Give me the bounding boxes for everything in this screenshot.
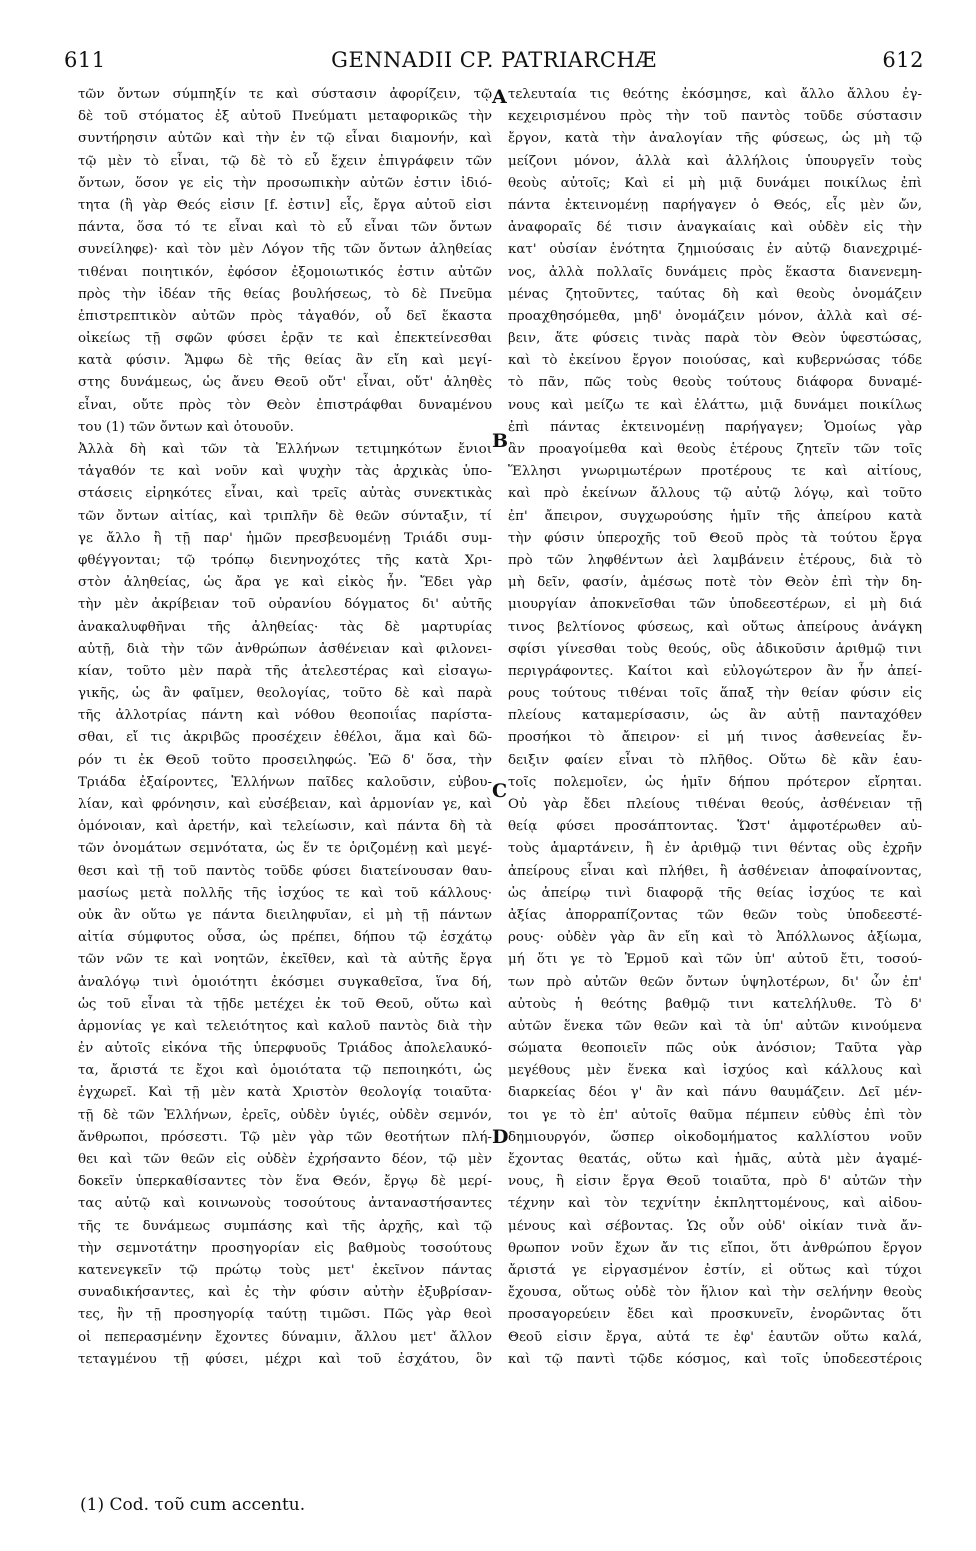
text-line: τοῖς πολεμοῖεν, ὡς ἡμῖν δήπου πρότερον εἴρηται. xyxy=(508,774,922,790)
left-column xyxy=(78,84,492,1371)
text-line: καὶ πρὸ ἐκείνων ἄλλους τῷ αὐτῷ λόγῳ, καὶ τοῦτο xyxy=(508,486,922,502)
text-line: τὸ πᾶν, πῶς τοὺς θεοὺς τούτους διάφορα δυναμέ- xyxy=(508,375,922,391)
text-line: μένας ζητοῦντες, ταύτας δὴ καὶ θεοὺς ὀνομάζειν xyxy=(508,286,922,302)
text-line: ἀνακαλυφθῆναι τῆς ἀληθείας· τὰς δὲ μαρτυρίας xyxy=(78,619,492,635)
text-line: τινος βελτίονος φύσεως, καὶ οὕτως ἀπείρους ἀνάγκη xyxy=(508,619,922,635)
text-line: τες, ἣν τῇ προσηγορίᾳ ταύτῃ τιμῶσι. Πῶς γὰρ θεοὶ xyxy=(78,1307,492,1323)
text-line: νους καὶ μείζω τε καὶ ἐλάττω, μιᾷ δυνάμει ποικίλως xyxy=(508,397,922,413)
text-line: ἐγχωρεῖ. Καὶ τῇ μὲν κατὰ Χριστὸν θεολογίᾳ τοιαῦτα· xyxy=(78,1085,492,1101)
text-line: οἰκείως τῇ σφῶν φύσει ἐρᾷν τε καὶ ἐπεκτείνεσθαι xyxy=(78,331,492,347)
text-line: τῆς τε δυνάμεως συμπάσης καὶ τῆς ἀρχῆς, καὶ τῷ xyxy=(78,1218,492,1234)
text-line: πάντα ἐκτεινομένῃ παρήγαγεν ὁ Θεός, εἷς μὲν ὤν, xyxy=(508,197,922,213)
text-line: συντήρησιν αὐτῶν καὶ τὴν ἐν τῷ εἶναι διαμονήν, καὶ xyxy=(78,131,492,147)
text-line: καὶ τὸ ἐκείνου ἔργον ποιούσας, καὶ κυβερνώσας τόδε xyxy=(508,353,922,369)
text-line: θεοὺς αὐτοῖς; Καὶ εἰ μὴ μιᾷ δυνάμει ποικίλως ἐπὶ xyxy=(508,175,922,191)
text-line: ἐπὶ πάντας ἐκτεινομένῃ παρήγαγεν; Ὁμοίως γὰρ xyxy=(508,419,922,435)
text-line: Ἕλλησι γνωριμωτέρων προτέρους τε καὶ αἰτίους, xyxy=(508,464,922,480)
text-line: τῷ μὲν τὸ εἶναι, τῷ δὲ τὸ εὖ ἔχειν ἐπιγράφειν τῶν xyxy=(78,153,492,169)
text-line: σώματα θεοποιεῖν πῶς οὐκ ἀνόσιον; Ταῦτα γὰρ xyxy=(508,1041,922,1057)
text-line: θείᾳ φύσει προσάπτοντας. Ὥστ' ἀμφοτέρωθεν αὐ- xyxy=(508,819,922,835)
text-line: μὴ δεῖν, φασίν, ἀμέσως ποτὲ τὸν Θεὸν ἐπὶ τὴν δη- xyxy=(508,575,922,591)
text-line: τοι γε τὸ ἐπ' αὐτοῖς θαῦμα πέμπειν εὐθὺς ἐπὶ τὸν xyxy=(508,1107,922,1123)
text-line: μένους καὶ σέβοντας. Ὡς οὖν οὐδ' οἰκίαν τινὰ ἄν- xyxy=(508,1218,922,1234)
text-line: ὡς τοῦ εἶναι τὰ τῇδε μετέχει ἐκ τοῦ Θεοῦ, οὕτω καὶ xyxy=(78,996,492,1012)
text-line: τας αὐτῷ καὶ κοινωνοὺς τοσούτους ἀνταναστήσαντες xyxy=(78,1196,492,1212)
text-line: τα, ἄριστά τε ἔχοι καὶ ὁμοιότατα τῷ πεποιηκότι, ὡς xyxy=(78,1063,492,1079)
text-line: τῶν ὀνομάτων σεμνότατα, ὡς ἕν τε ὁριζομένῃ καὶ μεγέ- xyxy=(78,841,492,857)
text-line: προσήκοι τὸ ἄπειρον· εἰ μή τινος ἀσθενείας ἔν- xyxy=(508,730,922,746)
text-line: συναδικήσαντες, καὶ ἐς τὴν φύσιν αὐτὴν ἐξυβρίσαν- xyxy=(78,1285,492,1301)
page-number-right: 612 xyxy=(882,48,924,72)
text-line: τῆς ἀλλοτρίας πάντη καὶ νόθου θεοποιΐας παρίστα- xyxy=(78,708,492,724)
text-line: μασίως μετὰ πολλῆς τῆς ἰσχύος τε καὶ τοῦ κάλλους· xyxy=(78,885,492,901)
text-line: εἶναι, οὔτε πρὸς τὸν Θεὸν ἐπιστράφθαι δυναμένου xyxy=(78,397,492,413)
section-marker-d: D xyxy=(492,1126,509,1148)
text-line: Θεοῦ εἰσιν ἔργα, αὐτά τε ἐφ' ἑαυτῶν οὕτω καλά, xyxy=(508,1329,922,1345)
text-line: νους, ἢ εἰσιν ἔργα Θεοῦ τοιαῦτα, πρὸ δ' αὐτῶν τὴν xyxy=(508,1174,922,1190)
text-line: κατ' οὐσίαν ἑνότητα ζημιούσαις ἐν αὐτῷ διανεχριμέ- xyxy=(508,242,922,258)
text-line: φθέγγονται; τῷ τρόπῳ διενηνοχότες τῆς κατὰ Χρι- xyxy=(78,552,492,568)
text-line: τῶν ὄντων σύμπηξίν τε καὶ σύστασιν ἀφορίζειν, τῷ xyxy=(78,87,492,102)
text-line: των πρὸ αὐτῶν θεῶν ὄντων ὑψηλοτέρων, δι' ὧν ἐπ' xyxy=(508,974,922,990)
text-line: πρὸ τῶν ληφθέντων ἀεὶ λαμβάνειν ἑτέρους, διὰ τὸ xyxy=(508,552,922,568)
text-line: αὐτῶν ἕνεκα τῶν θεῶν καὶ τὰ ὑπ' αὐτῶν κινούμενα xyxy=(508,1018,922,1034)
text-line: πάντα, ὅσα τό τε εἶναι καὶ τὸ εὖ εἶναι τῶν ὄντων xyxy=(78,220,492,236)
text-line: δειξιν φαίεν εἶναι τὸ πλῆθος. Οὕτω δὲ κἂν ἑαυ- xyxy=(508,752,922,768)
text-line: οἱ πεπερασμένην ἔχοντες δύναμιν, ἄλλου μετ' ἄλλον xyxy=(78,1329,492,1345)
text-line: τῇ δὲ τῶν Ἑλλήνων, ἐρεῖς, οὐδὲν ὑγιές, οὐδὲν σεμνόν, xyxy=(78,1107,492,1123)
text-line: οὐκ ἂν οὕτω γε πάντα διειληφυῖαν, εἰ μὴ τῇ πάντων xyxy=(78,907,492,923)
text-line: τεταγμένου τῇ φύσει, μέχρι καὶ τοῦ ἐσχάτου, ὃν xyxy=(78,1351,492,1367)
running-header xyxy=(64,48,924,76)
text-line: τὴν φύσιν ὑπεροχῆς τοῦ Θεοῦ πρὸς τὰ τούτου ἔργα xyxy=(508,530,922,546)
section-marker-a: A xyxy=(492,86,507,108)
text-line: νος, ἀλλὰ πολλαῖς δυνάμεις πρὸς ἕκαστα διανενεμη- xyxy=(508,264,922,280)
text-line: δὲ τοῦ στόματος ἐξ αὐτοῦ Πνεύματι μεταφορικῶς τὴν xyxy=(78,109,492,125)
text-line: ἐπ' ἄπειρον, συγχωρούσης ἡμῖν τῆς ἀπείρου κατὰ xyxy=(508,508,922,524)
text-line: πλείους καταμερίσασιν, ὡς ἂν αὐτῇ πανταχόθεν xyxy=(508,708,922,724)
text-line: γε ἄλλο ἢ τῇ παρ' ἡμῶν πρεσβευομένῃ Τριάδι συμ- xyxy=(78,530,492,546)
text-line: ὄντων, ὅσον γε εἰς τὴν προσωπικὴν αὐτῶν ἐστιν ἰδιό- xyxy=(78,175,492,191)
text-line: Οὐ γὰρ ἔδει πλείους τιθέναι θεούς, ἀσθένειαν τῇ xyxy=(508,797,922,812)
text-line: κατενεγκεῖν τῷ πρώτῳ τοὺς μετ' ἐκεῖνον πάντας xyxy=(78,1262,492,1278)
text-line: κίαν, τοῦτο μὲν παρὰ τῆς ἀτελεστέρας καὶ εἰσαγω- xyxy=(78,663,492,679)
text-line: διαρκείας δέοι γ' ἂν καὶ πάνυ θαυμάζειν. Δεῖ μέν- xyxy=(508,1085,922,1101)
text-line: τὴν σεμνοτάτην προσηγορίαν εἰς βαθμοὺς τοσούτους xyxy=(78,1240,492,1256)
text-line: ἂν προαγοίμεθα καὶ θεοὺς ἑτέρους ζητεῖν τῶν τοῖς xyxy=(508,442,922,457)
text-line: ρους τούτους τιθέναι τοῖς ἅπαξ τὴν θείαν φύσιν εἰς xyxy=(508,686,922,702)
text-line: σφίσι γίνεσθαι τοὺς θεούς, οὓς ἀδικοῦσιν ἀριθμῷ τινι xyxy=(508,641,922,657)
text-line: ἁρμονίας γε καὶ τελειότητος καὶ καλοῦ παντὸς διὰ τὴν xyxy=(78,1018,492,1034)
text-line: ἀξίας ἀπορραπίζοντας τῶν θεῶν τοὺς ὑποδεεστέ- xyxy=(508,907,922,923)
text-line: αἰτία σύμφυτος οὖσα, ὡς πρέπει, δήπου τῷ ἐσχάτῳ xyxy=(78,930,492,946)
text-line: τέχνην καὶ τὸν τεχνίτην ἐκπληττομένους, καὶ αἰδου- xyxy=(508,1196,922,1212)
text-line: ἀναφοραῖς δέ τισιν ἀναγκαίαις καὶ οὐδὲν εἰς τὴν xyxy=(508,220,922,236)
text-line: στάσεις εἰρηκότες εἶναι, καὶ τρεῖς αὐτὰς συνεκτικὰς xyxy=(78,486,492,502)
text-line: γικῆς, ὡς ἂν φαῖμεν, θεολογίας, τοῦτο δὲ καὶ παρὰ xyxy=(78,686,492,702)
text-line: δοκεῖν ὑπερκαθίσαντες τὸν ἕνα Θεόν, ἔργῳ δὲ μερί- xyxy=(78,1174,492,1190)
text-line: τελευταία τις θεότης ἐκόσμησε, καὶ ἄλλο ἄλλου ἐγ- xyxy=(508,87,922,102)
text-line: ὡς ἀπείρῳ τινὶ διαφορᾷ τῆς θείας ἰσχύος τε καὶ xyxy=(508,885,922,901)
text-line: κατὰ φύσιν. Ἄμφω δὲ τῆς θείας ἂν εἴη καὶ μεγί- xyxy=(78,353,492,369)
section-marker-c: C xyxy=(492,780,508,802)
text-line: καὶ τῷ παντὶ τῷδε κόσμος, καὶ τοῖς ὑποδεεστέροις xyxy=(508,1351,922,1367)
text-line: ἄνθρωποι, πρόσεστι. Τῷ μὲν γὰρ τῶν θεοτήτων πλή- xyxy=(78,1129,492,1145)
text-line: Ἀλλὰ δὴ καὶ τῶν τὰ Ἑλλήνων τετιμηκότων ἔνιοι xyxy=(78,442,492,457)
text-line: ἔχοντας θεατάς, οὕτω καὶ ἡμᾶς, αὐτὰ μὲν ἀγαμέ- xyxy=(508,1152,922,1167)
text-line: μή ὅτι γε τὸ Ἑρμοῦ καὶ τῶν ὑπ' αὐτοῦ ἔτι, τοσού- xyxy=(508,952,922,968)
text-line: δημιουργόν, ὥσπερ οἰκοδομήματος καλλίστου νοῦν xyxy=(508,1129,922,1145)
right-column xyxy=(508,84,922,1371)
text-line: θει καὶ τῶν θεῶν εἰς οὐδὲν ἐχρήσαντο δέον, τῷ μὲν xyxy=(78,1152,492,1167)
text-line: ἀπείρους εἶναι καὶ πλήθει, ἢ ἀσθένειαν ἀποφαίνοντας, xyxy=(508,863,922,879)
text-line: ἔργον, κατὰ τὴν ἀναλογίαν τῆς φύσεως, ὡς μὴ τῷ xyxy=(508,131,922,147)
text-line: τῶν νῶν τε καὶ νοητῶν, ἐκεῖθεν, καὶ τὰ αὐτῆς ἔργα xyxy=(78,952,492,968)
text-line: αὐτοὺς ἡ θεότης βαθμῷ τινι κατελήλυθε. Τὸ δ' xyxy=(508,996,922,1012)
text-line: ἄριστά γε εἰργασμένον ἐστίν, εἰ οὕτως καὶ τύχοι xyxy=(508,1262,922,1278)
text-line: ὁμόνοιαν, καὶ ἀρετήν, καὶ τελείωσιν, καὶ πάντα δὴ τὰ xyxy=(78,819,492,835)
text-line: ρους· οὐδὲν γὰρ ἂν εἴη καὶ τὸ Ἀπόλλωνος ἀξίωμα, xyxy=(508,930,922,946)
text-line: βειν, ἅτε φύσεις τινὰς παρὰ τὸν Θεὸν ὑφεστώσας, xyxy=(508,331,922,347)
text-line: ρόν τι ἐκ Θεοῦ τοῦτο προσειληφώς. Ἐῶ δ' ὅσα, τὴν xyxy=(78,752,492,768)
text-line: μεγέθους μὲν ἕνεκα καὶ ἰσχύος καὶ κάλλους καὶ xyxy=(508,1063,922,1079)
page-number-left: 611 xyxy=(64,48,106,72)
text-line: πρὸς τὴν ἰδέαν τῆς θείας βουλήσεως, τὸ δὲ Πνεῦμα xyxy=(78,286,492,302)
text-line: κεχειρισμένου πρὸς τὴν τοῦ παντὸς τοῦδε σύστασιν xyxy=(508,109,922,125)
running-title: GENNADII CP. PATRIARCHÆ xyxy=(331,48,657,72)
text-line: θρωπον νοῦν ἔχων ἄν τις εἴποι, ὅτι ἀνθρώπου ἔργον xyxy=(508,1240,922,1256)
text-line: τητα (ἢ γὰρ Θεός εἰσιν [f. ἐστιν] εἷς, ἔργα αὐτοῦ εἰσι xyxy=(78,197,492,213)
text-line: ἐν αὐτοῖς εἰκόνα τῆς ὑπερφυοῦς Τριάδος ἀπολελαυκό- xyxy=(78,1041,492,1057)
text-line: συνείληφε)· καὶ τὸν μὲν Λόγον τῆς τῶν ὄντων ἀληθείας xyxy=(78,242,492,258)
text-line: θεσι καὶ τῇ τοῦ παντὸς τοῦδε φύσει διατείνουσαν θαυ- xyxy=(78,863,492,879)
text-line: του (1) τῶν ὄντων καὶ ὁτουοῦν. xyxy=(78,419,294,435)
text-line: τιθέναι ποιητικόν, ἐφόσον ἐξομοιωτικός ἐστιν αὐτῶν xyxy=(78,264,492,280)
text-line: τὴν μὲν ἀκρίβειαν τοῦ οὐρανίου δόγματος δι' αὐτῆς xyxy=(78,597,492,613)
text-line: μείζονι μόνον, ἀλλὰ καὶ ἀλλήλοις ὑπουργεῖν τοὺς xyxy=(508,153,922,169)
text-line: ἔχουσα, οὕτως οὐδὲ τὸν ἥλιον καὶ τὴν σελήνην θεοὺς xyxy=(508,1285,922,1301)
text-line: προαχθησόμεθα, μηδ' ὀνομάζειν μόνον, ἀλλὰ καὶ σέ- xyxy=(508,308,922,324)
text-line: μιουργίαν ἀποκνεῖσθαι τῶν ὑποδεεστέρων, εἰ μὴ διά xyxy=(508,597,922,613)
text-line: λίαν, καὶ φρόνησιν, καὶ εὐσέβειαν, καὶ ἁρμονίαν γε, καὶ xyxy=(78,797,492,812)
text-line: Τριάδα ἐξαίροντες, Ἑλλήνων παῖδες καλοῦσιν, εὐβου- xyxy=(78,774,492,790)
section-marker-b: B xyxy=(492,430,509,452)
text-line: προσαγορεύειν ἔδει καὶ προσκυνεῖν, ἐνορῶντας ὅτι xyxy=(508,1307,922,1323)
text-line: στης δυνάμεως, ὡς ἄνευ Θεοῦ οὔτ' εἶναι, οὔτ' ἀληθὲς xyxy=(78,375,492,391)
text-line: σθαι, εἴ τις ἀκριβῶς προσέχειν ἐθέλοι, ἅμα καὶ δῶ- xyxy=(78,730,492,746)
text-line: ἐπιστρεπτικὸν αὐτῶν πρὸς τἀγαθόν, οὗ δεῖ ἕκαστα xyxy=(78,308,492,324)
text-line: αὐτῇ, διὰ τὴν τῶν ἀνθρώπων ἀσθένειαν καὶ φιλονει- xyxy=(78,641,492,657)
text-line: τοὺς ἁμαρτάνειν, ἢ ἐν ἀριθμῷ τινι θέντας οὓς ἐχρῆν xyxy=(508,841,922,857)
footnote: (1) Cod. τοῦ cum accentu. xyxy=(80,1495,306,1515)
text-line: στὸν ἀληθείας, ὡς ἄρα γε καὶ εἰκὸς ἦν. Ἔδει γὰρ xyxy=(78,575,492,591)
text-line: τῶν ὄντων αἰτίας, καὶ τριπλῆν δὲ θεῶν σύνταξιν, τί xyxy=(78,508,492,524)
text-line: ἀναλόγῳ τινὶ ὁμοιότητι ἐκόσμει συγκαθεῖσα, ἵνα δή, xyxy=(78,974,492,990)
text-line: περιγράφοντες. Καίτοι καὶ εὐλογώτερον ἂν ἦν ἀπεί- xyxy=(508,663,922,679)
text-line: τἀγαθόν τε καὶ νοῦν καὶ ψυχὴν τὰς ἀρχικὰς ὑπο- xyxy=(78,464,492,480)
